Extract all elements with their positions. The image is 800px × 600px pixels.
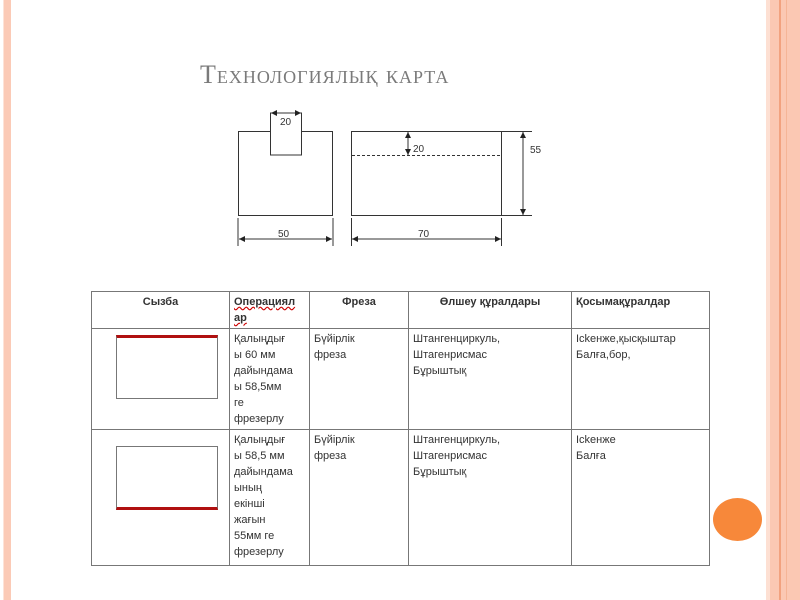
header-extra-tools: Қосымақұралдар [572,292,710,329]
extra-cell: Ісkенже,қысқыштар Балға,бор, [572,329,710,430]
measure-cell: Штангенциркуль, Штагенрисмас Бұрыштық [409,430,572,566]
workpiece-sketch [116,335,218,399]
measure-cell: Штангенциркуль, Штагенрисмас Бұрыштық [409,329,572,430]
table-row [92,329,710,430]
table-header-row [92,292,710,329]
mill-cell: Бүйірлік фреза [310,430,409,566]
header-measuring-tools: Өлшеу құралдары [409,292,572,329]
drawing-cell [92,329,230,430]
technical-drawing [0,0,800,260]
mill-cell: Бүйірлік фреза [310,329,409,430]
operation-cell: Қалыңдығ ы 58,5 мм дайындама ының екінші жағын 55мм ге фрезерлу [230,430,310,566]
header-drawing: Сызба [92,292,230,329]
dim-tab-width: 20 [280,117,292,128]
dim-depth-20: 20 [413,144,425,155]
slide-title: Технологиялық карта [200,60,450,89]
operation-cell: Қалыңдығ ы 60 мм дайындама ы 58,5мм ге фрезерлу [230,329,310,430]
side-view-rect [352,132,502,216]
tech-card-table [91,291,710,566]
header-operations: Операциял ар [230,292,310,329]
header-mill: Фреза [310,292,409,329]
dim-width-50: 50 [278,229,290,240]
workpiece-sketch [116,446,218,510]
table-row [92,430,710,566]
drawing-cell [92,430,230,566]
dim-height-55: 55 [530,145,542,156]
dim-length-70: 70 [418,229,430,240]
orange-circle-decoration [713,498,762,541]
extra-cell: Ісkенже Балға [572,430,710,566]
